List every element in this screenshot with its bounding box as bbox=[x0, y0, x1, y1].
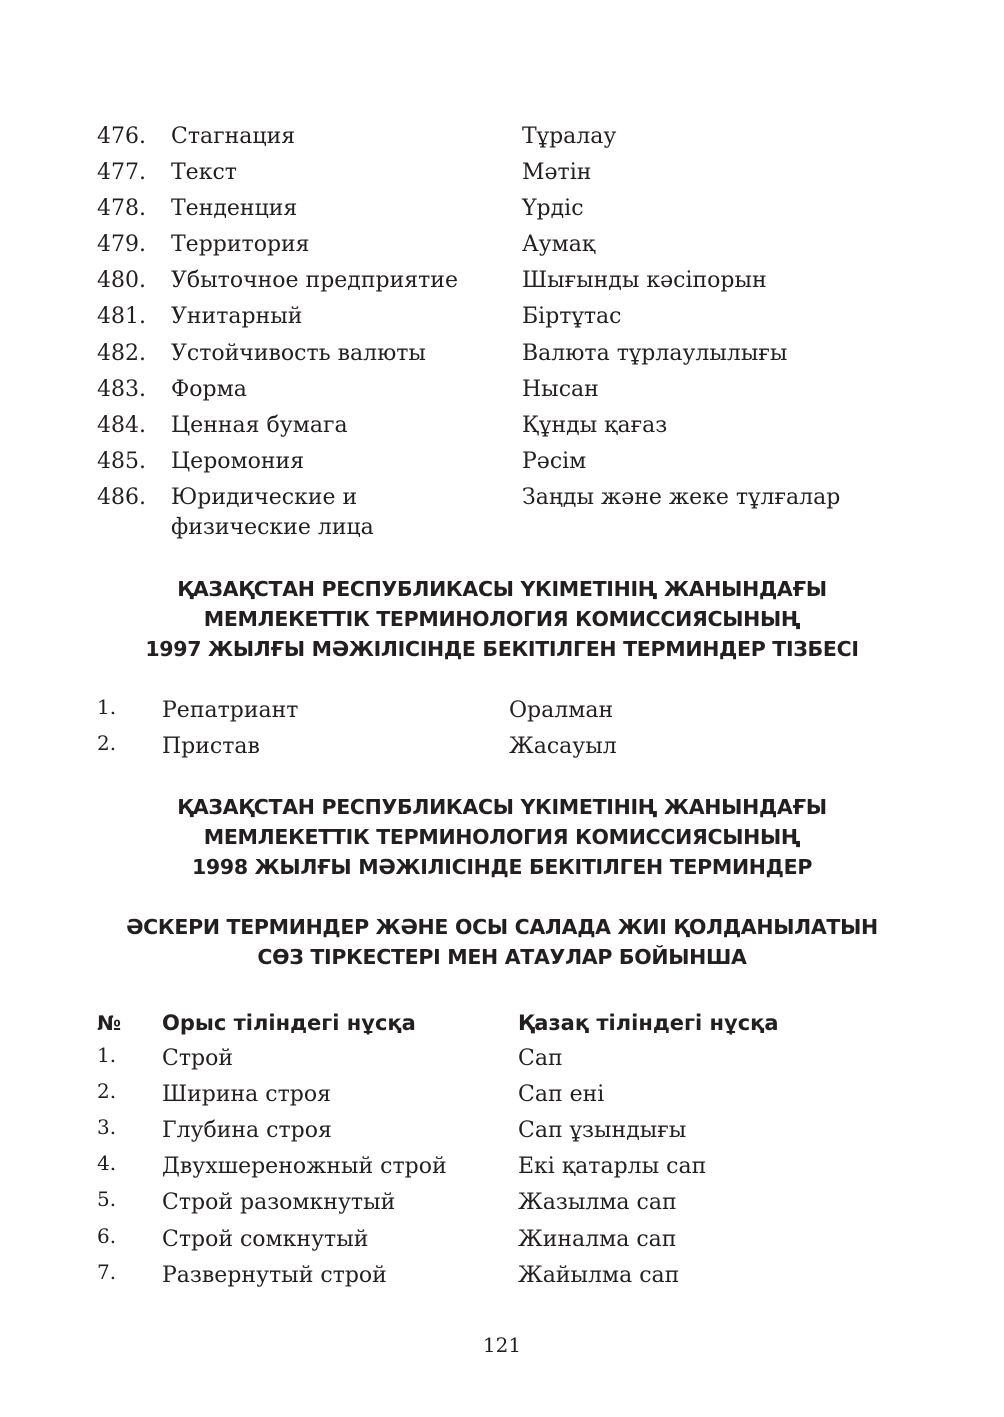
item-number: 2. bbox=[97, 731, 117, 755]
russian-term: Строй сомкнутый bbox=[162, 1227, 369, 1252]
kazakh-term: Жасауыл bbox=[509, 734, 617, 759]
item-number: 477. bbox=[97, 160, 146, 185]
column-header-kazakh: Қазақ тіліндегі нұсқа bbox=[518, 1011, 779, 1035]
section-heading-military bbox=[60, 912, 944, 972]
kazakh-term: Сап ұзындығы bbox=[518, 1118, 687, 1143]
item-number: 3. bbox=[97, 1115, 117, 1139]
kazakh-term: Аумақ bbox=[522, 232, 596, 257]
item-number: 482. bbox=[97, 341, 146, 366]
heading-line: 1998 ЖЫЛҒЫ МӘЖІЛІСІНДЕ БЕКІТІЛГЕН ТЕРМИНДЕР bbox=[191, 855, 813, 879]
item-number: 485. bbox=[97, 449, 146, 474]
kazakh-term: Жайылма сап bbox=[518, 1263, 680, 1288]
kazakh-term: Жиналма сап bbox=[518, 1227, 677, 1252]
russian-term: Строй разомкнутый bbox=[162, 1190, 396, 1215]
russian-term: Тенденция bbox=[171, 196, 298, 221]
russian-term: Устойчивость валюты bbox=[171, 341, 426, 366]
section-heading-1997 bbox=[60, 574, 944, 664]
column-header-russian: Орыс тіліндегі нұсқа bbox=[162, 1011, 416, 1035]
column-header-number: № bbox=[97, 1011, 122, 1035]
russian-term: Унитарный bbox=[171, 304, 303, 329]
kazakh-term: Біртұтас bbox=[522, 304, 622, 329]
item-number: 481. bbox=[97, 304, 146, 329]
russian-term: Стагнация bbox=[171, 124, 296, 149]
kazakh-term: Екі қатарлы сап bbox=[518, 1154, 707, 1179]
heading-line: ҚАЗАҚСТАН РЕСПУБЛИКАСЫ ҮКІМЕТІНІҢ ЖАНЫНДАҒЫ bbox=[177, 577, 827, 601]
item-number: 1. bbox=[97, 1043, 117, 1067]
item-number: 486. bbox=[97, 485, 146, 510]
heading-line: МЕМЛЕКЕТТІК ТЕРМИНОЛОГИЯ КОМИССИЯСЫНЫҢ bbox=[203, 825, 801, 849]
russian-term: Двухшереножный строй bbox=[162, 1154, 447, 1179]
russian-term: Репатриант bbox=[162, 698, 299, 723]
heading-line: ҚАЗАҚСТАН РЕСПУБЛИКАСЫ ҮКІМЕТІНІҢ ЖАНЫНДАҒЫ bbox=[177, 795, 827, 819]
section-heading-1998 bbox=[60, 792, 944, 882]
kazakh-term: Мәтін bbox=[522, 160, 592, 185]
kazakh-term: Жазылма сап bbox=[518, 1190, 677, 1215]
item-number: 484. bbox=[97, 413, 146, 438]
heading-line: СӨЗ ТІРКЕСТЕРІ МЕН АТАУЛАР БОЙЫНША bbox=[257, 945, 747, 969]
kazakh-term: Оралман bbox=[509, 698, 614, 723]
russian-term: Церомония bbox=[171, 449, 305, 474]
kazakh-term: Рәсім bbox=[522, 449, 587, 474]
item-number: 480. bbox=[97, 268, 146, 293]
item-number: 7. bbox=[97, 1260, 117, 1284]
russian-term-continuation: физические лица bbox=[171, 515, 374, 540]
kazakh-term: Валюта тұрлаулылығы bbox=[522, 341, 788, 366]
item-number: 4. bbox=[97, 1151, 117, 1175]
russian-term: Юридические и bbox=[171, 485, 358, 510]
kazakh-term: Тұралау bbox=[522, 124, 617, 149]
russian-term: Текст bbox=[171, 160, 237, 185]
page-number: 121 bbox=[482, 1333, 522, 1357]
item-number: 6. bbox=[97, 1224, 117, 1248]
russian-term: Глубина строя bbox=[162, 1118, 332, 1143]
kazakh-term: Заңды және жеке тұлғалар bbox=[522, 485, 841, 510]
item-number: 479. bbox=[97, 232, 146, 257]
item-number: 2. bbox=[97, 1079, 117, 1103]
item-number: 476. bbox=[97, 124, 146, 149]
item-number: 1. bbox=[97, 695, 117, 719]
kazakh-term: Шығынды кәсіпорын bbox=[522, 268, 767, 293]
heading-line: МЕМЛЕКЕТТІК ТЕРМИНОЛОГИЯ КОМИССИЯСЫНЫҢ bbox=[203, 607, 801, 631]
kazakh-term: Сап ені bbox=[518, 1082, 605, 1107]
kazakh-term: Нысан bbox=[522, 377, 599, 402]
kazakh-term: Үрдіс bbox=[522, 196, 584, 221]
russian-term: Убыточное предприятие bbox=[171, 268, 458, 293]
russian-term: Пристав bbox=[162, 734, 260, 759]
kazakh-term: Құнды қағаз bbox=[522, 413, 668, 438]
russian-term: Форма bbox=[171, 377, 247, 402]
kazakh-term: Сап bbox=[518, 1046, 563, 1071]
item-number: 483. bbox=[97, 377, 146, 402]
item-number: 5. bbox=[97, 1187, 117, 1211]
russian-term: Ширина строя bbox=[162, 1082, 331, 1107]
item-number: 478. bbox=[97, 196, 146, 221]
russian-term: Развернутый строй bbox=[162, 1263, 387, 1288]
russian-term: Строй bbox=[162, 1046, 233, 1071]
heading-line: 1997 ЖЫЛҒЫ МӘЖІЛІСІНДЕ БЕКІТІЛГЕН ТЕРМИНДЕР ТІЗБЕСІ bbox=[145, 637, 859, 661]
russian-term: Территория bbox=[171, 232, 310, 257]
russian-term: Ценная бумага bbox=[171, 413, 348, 438]
heading-line: ӘСКЕРИ ТЕРМИНДЕР ЖӘНЕ ОСЫ САЛАДА ЖИІ ҚОЛДАНЫЛАТЫН bbox=[126, 915, 878, 939]
